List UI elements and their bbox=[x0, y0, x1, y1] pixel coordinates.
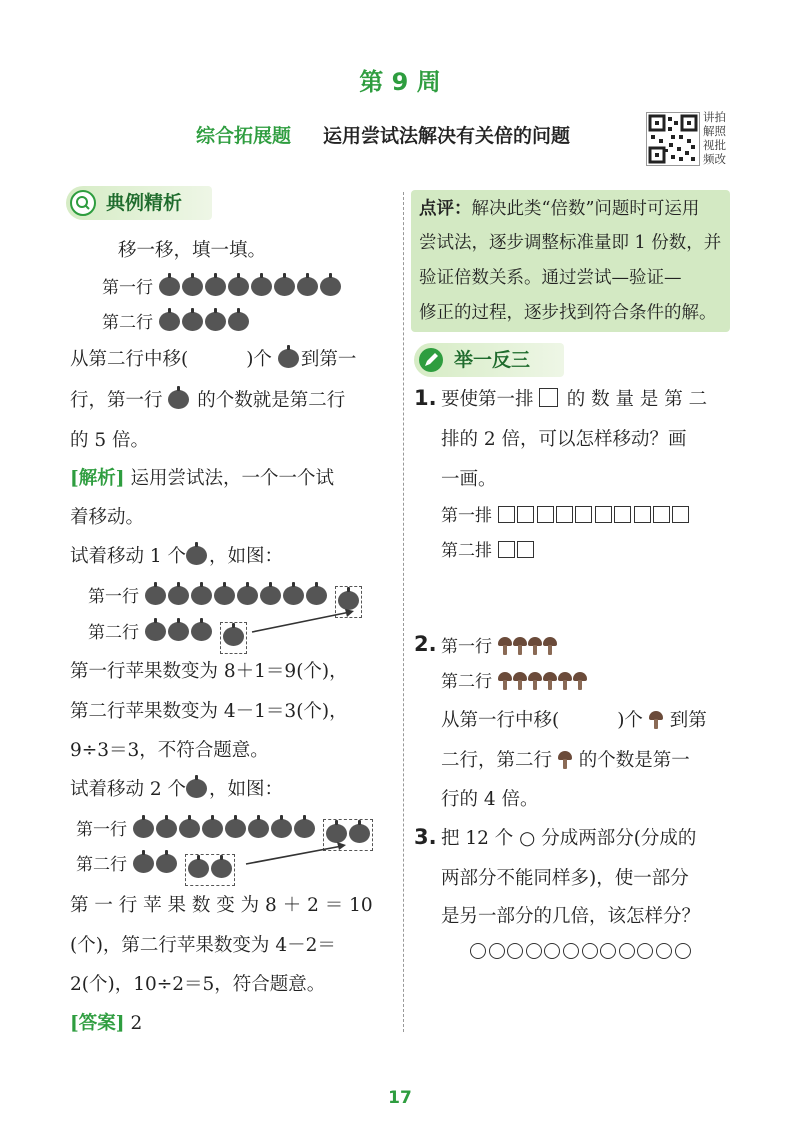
row-label: 第一行 bbox=[76, 820, 127, 840]
circle-icon bbox=[619, 943, 635, 959]
mushroom-icon bbox=[528, 672, 542, 690]
mushroom-icon bbox=[649, 711, 663, 729]
circle-icon bbox=[470, 943, 486, 959]
review-line-1: 点评：解决此类“倍数”问题时可运用 bbox=[419, 199, 700, 219]
q1-line-1: 要使第一排 的 数 量 是 第 二 bbox=[441, 389, 708, 410]
apple-icon bbox=[168, 622, 189, 641]
column-divider bbox=[403, 192, 404, 1032]
topic-title: 运用尝试法解决有关倍的问题 bbox=[323, 125, 571, 147]
calc-2-line-3: 2(个)，10÷2＝5，符合题意。 bbox=[70, 974, 326, 995]
square-icon bbox=[539, 388, 558, 407]
apple-icon bbox=[202, 819, 223, 838]
mushroom-icon bbox=[543, 637, 557, 655]
square-icon bbox=[517, 506, 534, 523]
qr-code-icon[interactable] bbox=[646, 112, 700, 166]
question-3-number: 3. bbox=[414, 825, 437, 849]
row-label: 第一排 bbox=[441, 506, 492, 526]
review-line-4: 修正的过程，逐步找到符合条件的解。 bbox=[419, 303, 717, 323]
moved-apple-box bbox=[185, 854, 235, 886]
apple-icon bbox=[306, 586, 327, 605]
practice-section-title: 举一反三 bbox=[454, 349, 531, 371]
square-icon bbox=[498, 541, 515, 558]
q1-line-2: 排的 2 倍，可以怎样移动？画 bbox=[441, 429, 687, 450]
apple-icon bbox=[349, 824, 370, 843]
page-number: 17 bbox=[388, 1088, 412, 1108]
analysis-label: 解析 bbox=[78, 468, 116, 489]
apple-icon bbox=[168, 586, 189, 605]
example-row-2 bbox=[102, 310, 251, 336]
calc-2-line-2: (个)，第二行苹果数变为 4－2＝ bbox=[70, 935, 336, 956]
pencil-icon bbox=[418, 347, 444, 373]
try-2-row-2 bbox=[76, 852, 235, 886]
q2-line-1: 从第一行中移( )个 到第 bbox=[441, 710, 707, 731]
apple-icon bbox=[186, 546, 207, 565]
example-question-line-1: 从第二行中移( )个 到第一 bbox=[70, 349, 357, 370]
apple-icon bbox=[205, 312, 226, 331]
circle-icon bbox=[675, 943, 691, 959]
circle-icon bbox=[544, 943, 560, 959]
circle-icon bbox=[582, 943, 598, 959]
example-row-1 bbox=[102, 275, 343, 301]
square-icon bbox=[653, 506, 670, 523]
apple-icon bbox=[191, 622, 212, 641]
apple-icon bbox=[159, 312, 180, 331]
try-1-row-2 bbox=[88, 620, 247, 654]
apple-icon bbox=[225, 819, 246, 838]
circle-icon bbox=[489, 943, 505, 959]
apple-icon bbox=[214, 586, 235, 605]
calc-1-line-1: 第一行苹果数变为 8＋1＝9(个)， bbox=[70, 661, 348, 682]
mushroom-icon bbox=[543, 672, 557, 690]
calc-1-line-3: 9÷3＝3，不符合题意。 bbox=[70, 740, 269, 761]
q3-line-2: 两部分不能同样多)，使一部分 bbox=[441, 868, 689, 889]
answer-value: 2 bbox=[130, 1013, 143, 1034]
apple-icon bbox=[133, 819, 154, 838]
magnifier-icon bbox=[70, 190, 96, 216]
row-label: 第一行 bbox=[441, 637, 492, 657]
row-label: 第二行 bbox=[88, 623, 139, 643]
square-icon bbox=[634, 506, 651, 523]
example-section-tag bbox=[66, 186, 212, 220]
q2-row-1 bbox=[441, 634, 558, 660]
apple-icon bbox=[188, 859, 209, 878]
answer-line: [答案] 2 bbox=[70, 1013, 143, 1034]
apple-icon bbox=[145, 586, 166, 605]
review-label: 点评： bbox=[419, 199, 472, 219]
apple-icon bbox=[297, 277, 318, 296]
example-question-line-2: 行，第一行 的个数就是第二行 bbox=[70, 390, 346, 411]
square-icon bbox=[498, 506, 515, 523]
mushroom-icon bbox=[558, 672, 572, 690]
q2-line-3: 行的 4 倍。 bbox=[441, 789, 539, 810]
apple-icon bbox=[223, 627, 244, 646]
square-icon bbox=[537, 506, 554, 523]
q1-row-2 bbox=[441, 538, 537, 564]
mushroom-icon bbox=[558, 751, 572, 769]
circle-icon bbox=[507, 943, 523, 959]
square-icon bbox=[517, 541, 534, 558]
circle-icon bbox=[563, 943, 579, 959]
apple-icon bbox=[186, 779, 207, 798]
apple-icon bbox=[133, 854, 154, 873]
apple-icon bbox=[145, 622, 166, 641]
q3-line-1: 把 12 个 ○ 分成两部分(分成的 bbox=[441, 828, 697, 849]
q1-line-3: 一画。 bbox=[441, 469, 497, 490]
apple-icon bbox=[182, 312, 203, 331]
try-2-line: 试着移动 2 个 ，如图： bbox=[70, 779, 284, 800]
mushroom-icon bbox=[498, 672, 512, 690]
question-1-number: 1. bbox=[414, 386, 437, 410]
calc-2-line-1: 第 一 行 苹 果 数 变 为 8 ＋ 2 ＝ 10 bbox=[70, 895, 373, 916]
apple-icon bbox=[211, 859, 232, 878]
apple-icon bbox=[156, 854, 177, 873]
practice-section-tag bbox=[414, 343, 564, 377]
qr-label: 讲拍 解照 视批 频改 bbox=[703, 110, 726, 166]
square-icon bbox=[614, 506, 631, 523]
q3-line-3: 是另一部分的几倍，该怎样分？ bbox=[441, 906, 701, 927]
moved-apple-box bbox=[220, 622, 247, 654]
q2-line-2: 二行，第二行 的个数是第一 bbox=[441, 750, 690, 771]
apple-icon bbox=[168, 390, 189, 409]
apple-icon bbox=[260, 586, 281, 605]
square-icon bbox=[556, 506, 573, 523]
apple-icon bbox=[251, 277, 272, 296]
try-1-line: 试着移动 1 个 ，如图： bbox=[70, 546, 284, 567]
square-icon bbox=[672, 506, 689, 523]
apple-icon bbox=[228, 312, 249, 331]
q2-row-2 bbox=[441, 669, 588, 695]
mushroom-icon bbox=[513, 672, 527, 690]
apple-icon bbox=[283, 586, 304, 605]
row-label: 第一行 bbox=[88, 587, 139, 607]
calc-1-line-2: 第二行苹果数变为 4－1＝3(个)， bbox=[70, 701, 348, 722]
circle-icon bbox=[656, 943, 672, 959]
apple-icon bbox=[228, 277, 249, 296]
row-label: 第二行 bbox=[102, 313, 153, 333]
apple-icon bbox=[179, 819, 200, 838]
row-label: 第一行 bbox=[102, 278, 153, 298]
row-label: 第二排 bbox=[441, 541, 492, 561]
circle-icon bbox=[600, 943, 616, 959]
example-question-line-3: 的 5 倍。 bbox=[70, 430, 150, 451]
circle-icon bbox=[526, 943, 542, 959]
apple-icon bbox=[191, 586, 212, 605]
row-label: 第二行 bbox=[441, 672, 492, 692]
mushroom-icon bbox=[573, 672, 587, 690]
apple-icon bbox=[182, 277, 203, 296]
apple-icon bbox=[320, 277, 341, 296]
review-line-3: 验证倍数关系。通过尝试—验证— bbox=[419, 268, 682, 288]
apple-icon bbox=[159, 277, 180, 296]
question-2-number: 2. bbox=[414, 632, 437, 656]
apple-icon bbox=[205, 277, 226, 296]
apple-icon bbox=[278, 349, 299, 368]
move-arrow-icon bbox=[244, 838, 350, 868]
topic-category: 综合拓展题 bbox=[196, 125, 292, 147]
apple-icon bbox=[271, 819, 292, 838]
mushroom-icon bbox=[498, 637, 512, 655]
answer-label: 答案 bbox=[78, 1013, 116, 1034]
square-icon bbox=[575, 506, 592, 523]
move-arrow-icon bbox=[250, 606, 360, 636]
row-label: 第二行 bbox=[76, 855, 127, 875]
example-section-title: 典例精析 bbox=[106, 192, 183, 214]
review-line-2: 尝试法，逐步调整标准量即 1 份数，并 bbox=[419, 233, 722, 253]
apple-icon bbox=[248, 819, 269, 838]
q3-circles bbox=[470, 942, 693, 961]
q1-row-1 bbox=[441, 503, 692, 529]
apple-icon bbox=[274, 277, 295, 296]
analysis-line-1: [解析] 运用尝试法，一个一个试 bbox=[70, 468, 334, 489]
apple-icon bbox=[237, 586, 258, 605]
example-prompt: 移一移，填一填。 bbox=[118, 240, 267, 261]
mushroom-icon bbox=[513, 637, 527, 655]
mushroom-icon bbox=[528, 637, 542, 655]
square-icon bbox=[595, 506, 612, 523]
circle-icon bbox=[637, 943, 653, 959]
apple-icon bbox=[294, 819, 315, 838]
week-title: 第 9 周 bbox=[359, 68, 441, 96]
apple-icon bbox=[156, 819, 177, 838]
analysis-line-2: 着移动。 bbox=[70, 507, 145, 528]
